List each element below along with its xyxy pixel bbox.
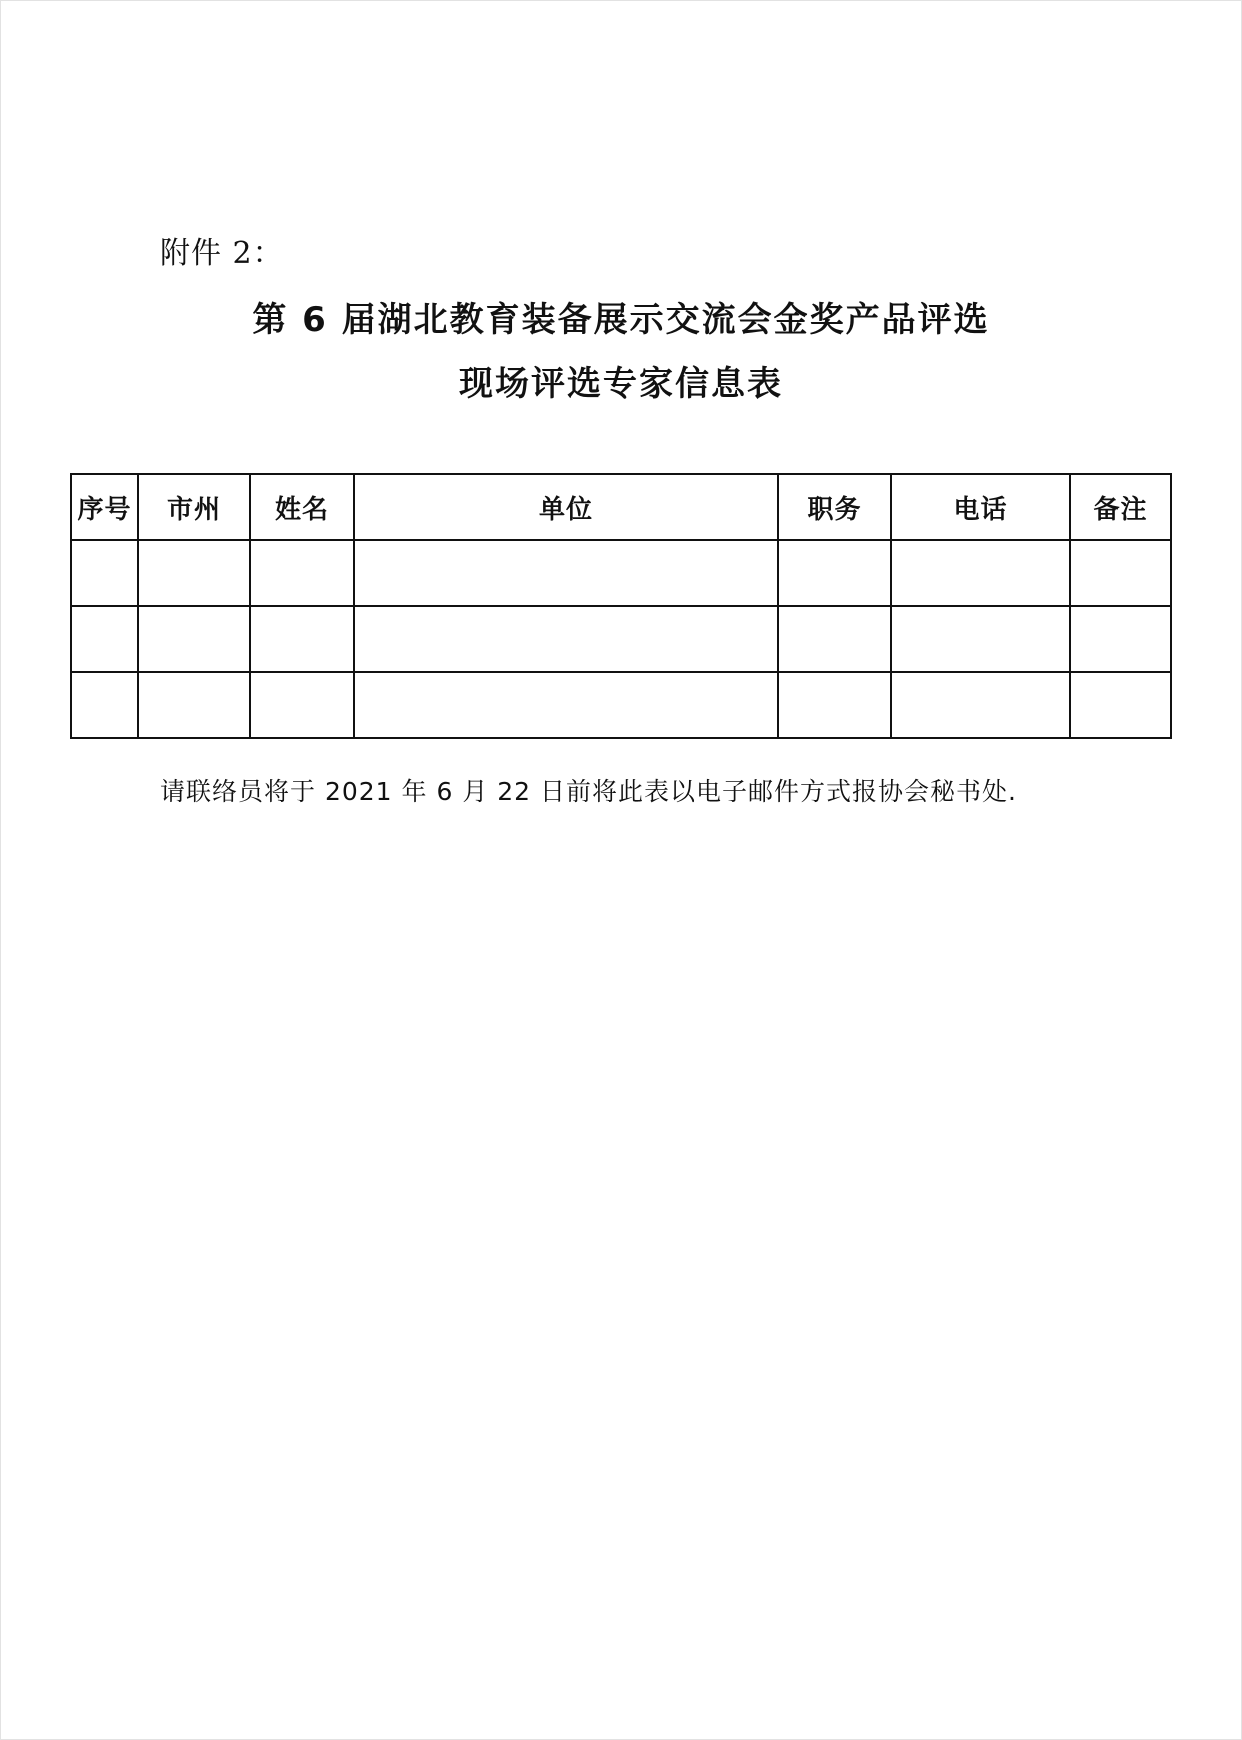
- header-remarks: 备注: [1070, 474, 1171, 540]
- document-title-line-1: 第 6 届湖北教育装备展示交流会金奖产品评选: [252, 300, 990, 340]
- table-cell: [891, 540, 1070, 606]
- table-cell: [778, 606, 891, 672]
- table-cell: [354, 540, 778, 606]
- table-header-row: [71, 474, 1171, 540]
- table-cell: [250, 672, 354, 738]
- header-serial-number: 序号: [71, 474, 138, 540]
- header-organization: 单位: [354, 474, 778, 540]
- table-cell: [138, 540, 250, 606]
- table-cell: [778, 672, 891, 738]
- table-cell: [891, 606, 1070, 672]
- table-cell: [1070, 540, 1171, 606]
- table-cell: [250, 606, 354, 672]
- table-cell: [250, 540, 354, 606]
- table-cell: [1070, 672, 1171, 738]
- document-title-line-2: 现场评选专家信息表: [459, 364, 783, 404]
- header-city: 市州: [138, 474, 250, 540]
- submission-note: 请联络员将于 2021 年 6 月 22 日前将此表以电子邮件方式报协会秘书处.: [160, 777, 1017, 806]
- expert-info-table: [70, 473, 1172, 739]
- table-cell: [138, 672, 250, 738]
- table-cell: [778, 540, 891, 606]
- table-cell: [354, 672, 778, 738]
- table-cell: [138, 606, 250, 672]
- header-phone: 电话: [891, 474, 1070, 540]
- table-cell: [71, 606, 138, 672]
- table-row: [71, 540, 1171, 606]
- header-name: 姓名: [250, 474, 354, 540]
- table-row: [71, 606, 1171, 672]
- table-row: [71, 672, 1171, 738]
- attachment-label: 附件 2：: [160, 236, 284, 271]
- table-cell: [354, 606, 778, 672]
- header-position: 职务: [778, 474, 891, 540]
- table-cell: [71, 540, 138, 606]
- table-cell: [891, 672, 1070, 738]
- table-cell: [71, 672, 138, 738]
- table-cell: [1070, 606, 1171, 672]
